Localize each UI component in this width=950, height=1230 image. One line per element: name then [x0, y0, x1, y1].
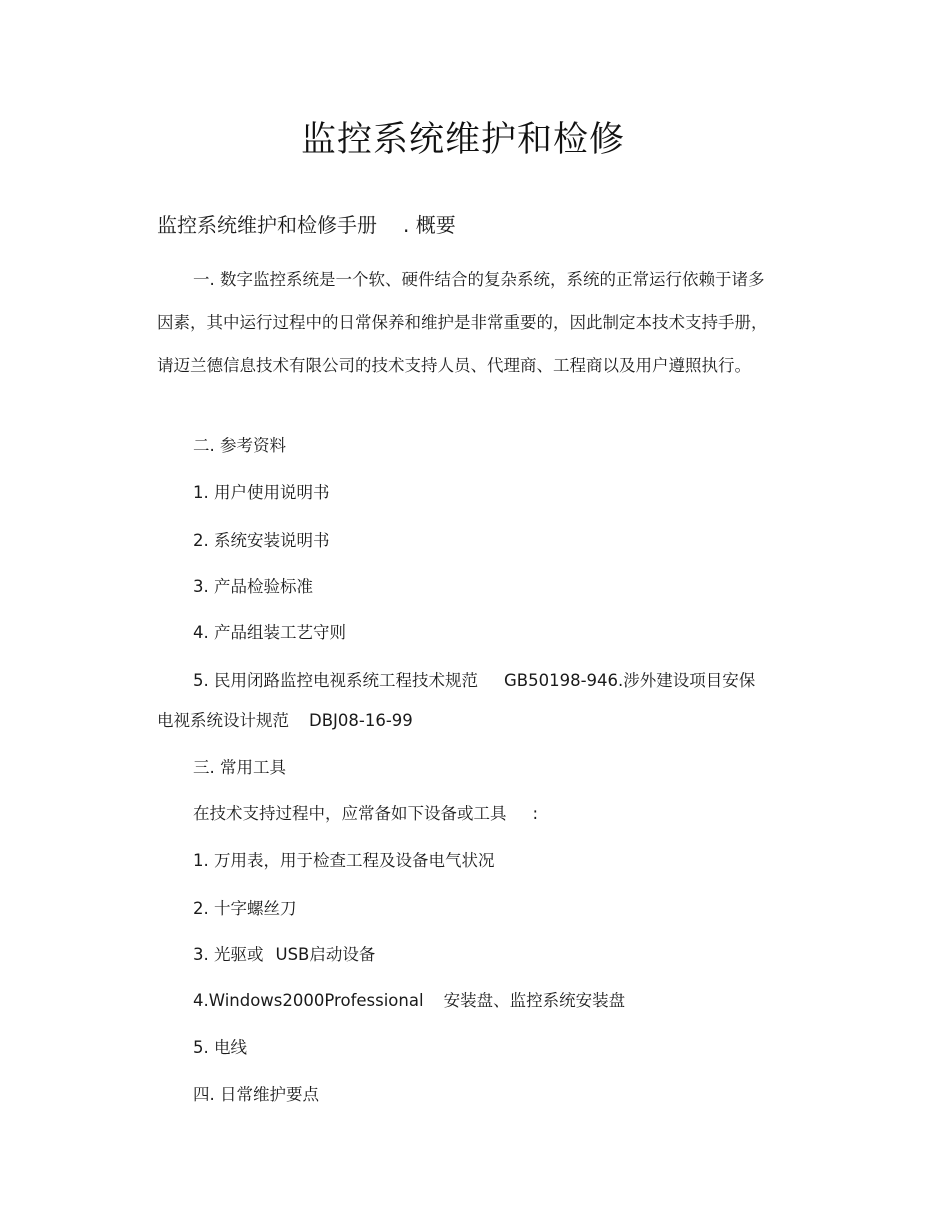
tool-item-4-a: 4.Windows2000Professional [193, 991, 424, 1010]
document-title: 监控系统维护和检修 [300, 120, 625, 160]
intro-paragraph: 一. 数字监控系统是一个软、硬件结合的复杂系统，系统的正常运行依赖于诸多因素，其中运行过程中的日常保养和维护是非常重要的，因此制定本技术支持手册，请迈兰德信息技术有限公司的技术支持人员、代理商、工程商以及用户遵照执行。 [157, 270, 768, 375]
tool-item-4 [193, 988, 625, 1014]
reference-item-5-name-2: 电视系统设计规范 [157, 711, 289, 730]
section-3-heading: 三. 常用工具 [193, 758, 286, 777]
subtitle-overview: . 概要 [403, 213, 456, 237]
reference-item-5-continued [157, 708, 413, 734]
reference-item-5-code: GB50198-946.涉外建设项目安保 [504, 671, 756, 690]
section-4-heading: 四. 日常维护要点 [193, 1085, 319, 1104]
tool-item-3 [193, 942, 375, 968]
reference-item-5 [193, 668, 755, 694]
reference-item-3: 3. 产品检验标准 [193, 577, 313, 596]
tools-intro [193, 801, 538, 827]
tool-item-5: 5. 电线 [193, 1038, 247, 1057]
tool-item-2: 2. 十字螺丝刀 [193, 899, 297, 918]
subtitle-manual-name: 监控系统维护和检修手册 [157, 213, 377, 237]
tools-intro-text: 在技术支持过程中，应常备如下设备或工具 [193, 804, 507, 823]
tool-item-4-b: 安装盘、监控系统安装盘 [443, 991, 626, 1010]
tools-intro-colon: : [532, 804, 539, 823]
section-2-heading: 二. 参考资料 [193, 436, 286, 455]
reference-item-1: 1. 用户使用说明书 [193, 483, 330, 502]
tool-item-3-b: USB启动设备 [275, 945, 376, 964]
reference-item-5-code-2: DBJ08-16-99 [309, 711, 413, 730]
tool-item-1: 1. 万用表，用于检查工程及设备电气状况 [193, 851, 495, 870]
reference-item-4: 4. 产品组装工艺守则 [193, 623, 346, 642]
reference-item-2: 2. 系统安装说明书 [193, 531, 330, 550]
tool-item-3-a: 3. 光驱或 [193, 945, 264, 964]
document-subtitle [157, 210, 456, 240]
reference-item-5-name: 5. 民用闭路监控电视系统工程技术规范 [193, 671, 478, 690]
